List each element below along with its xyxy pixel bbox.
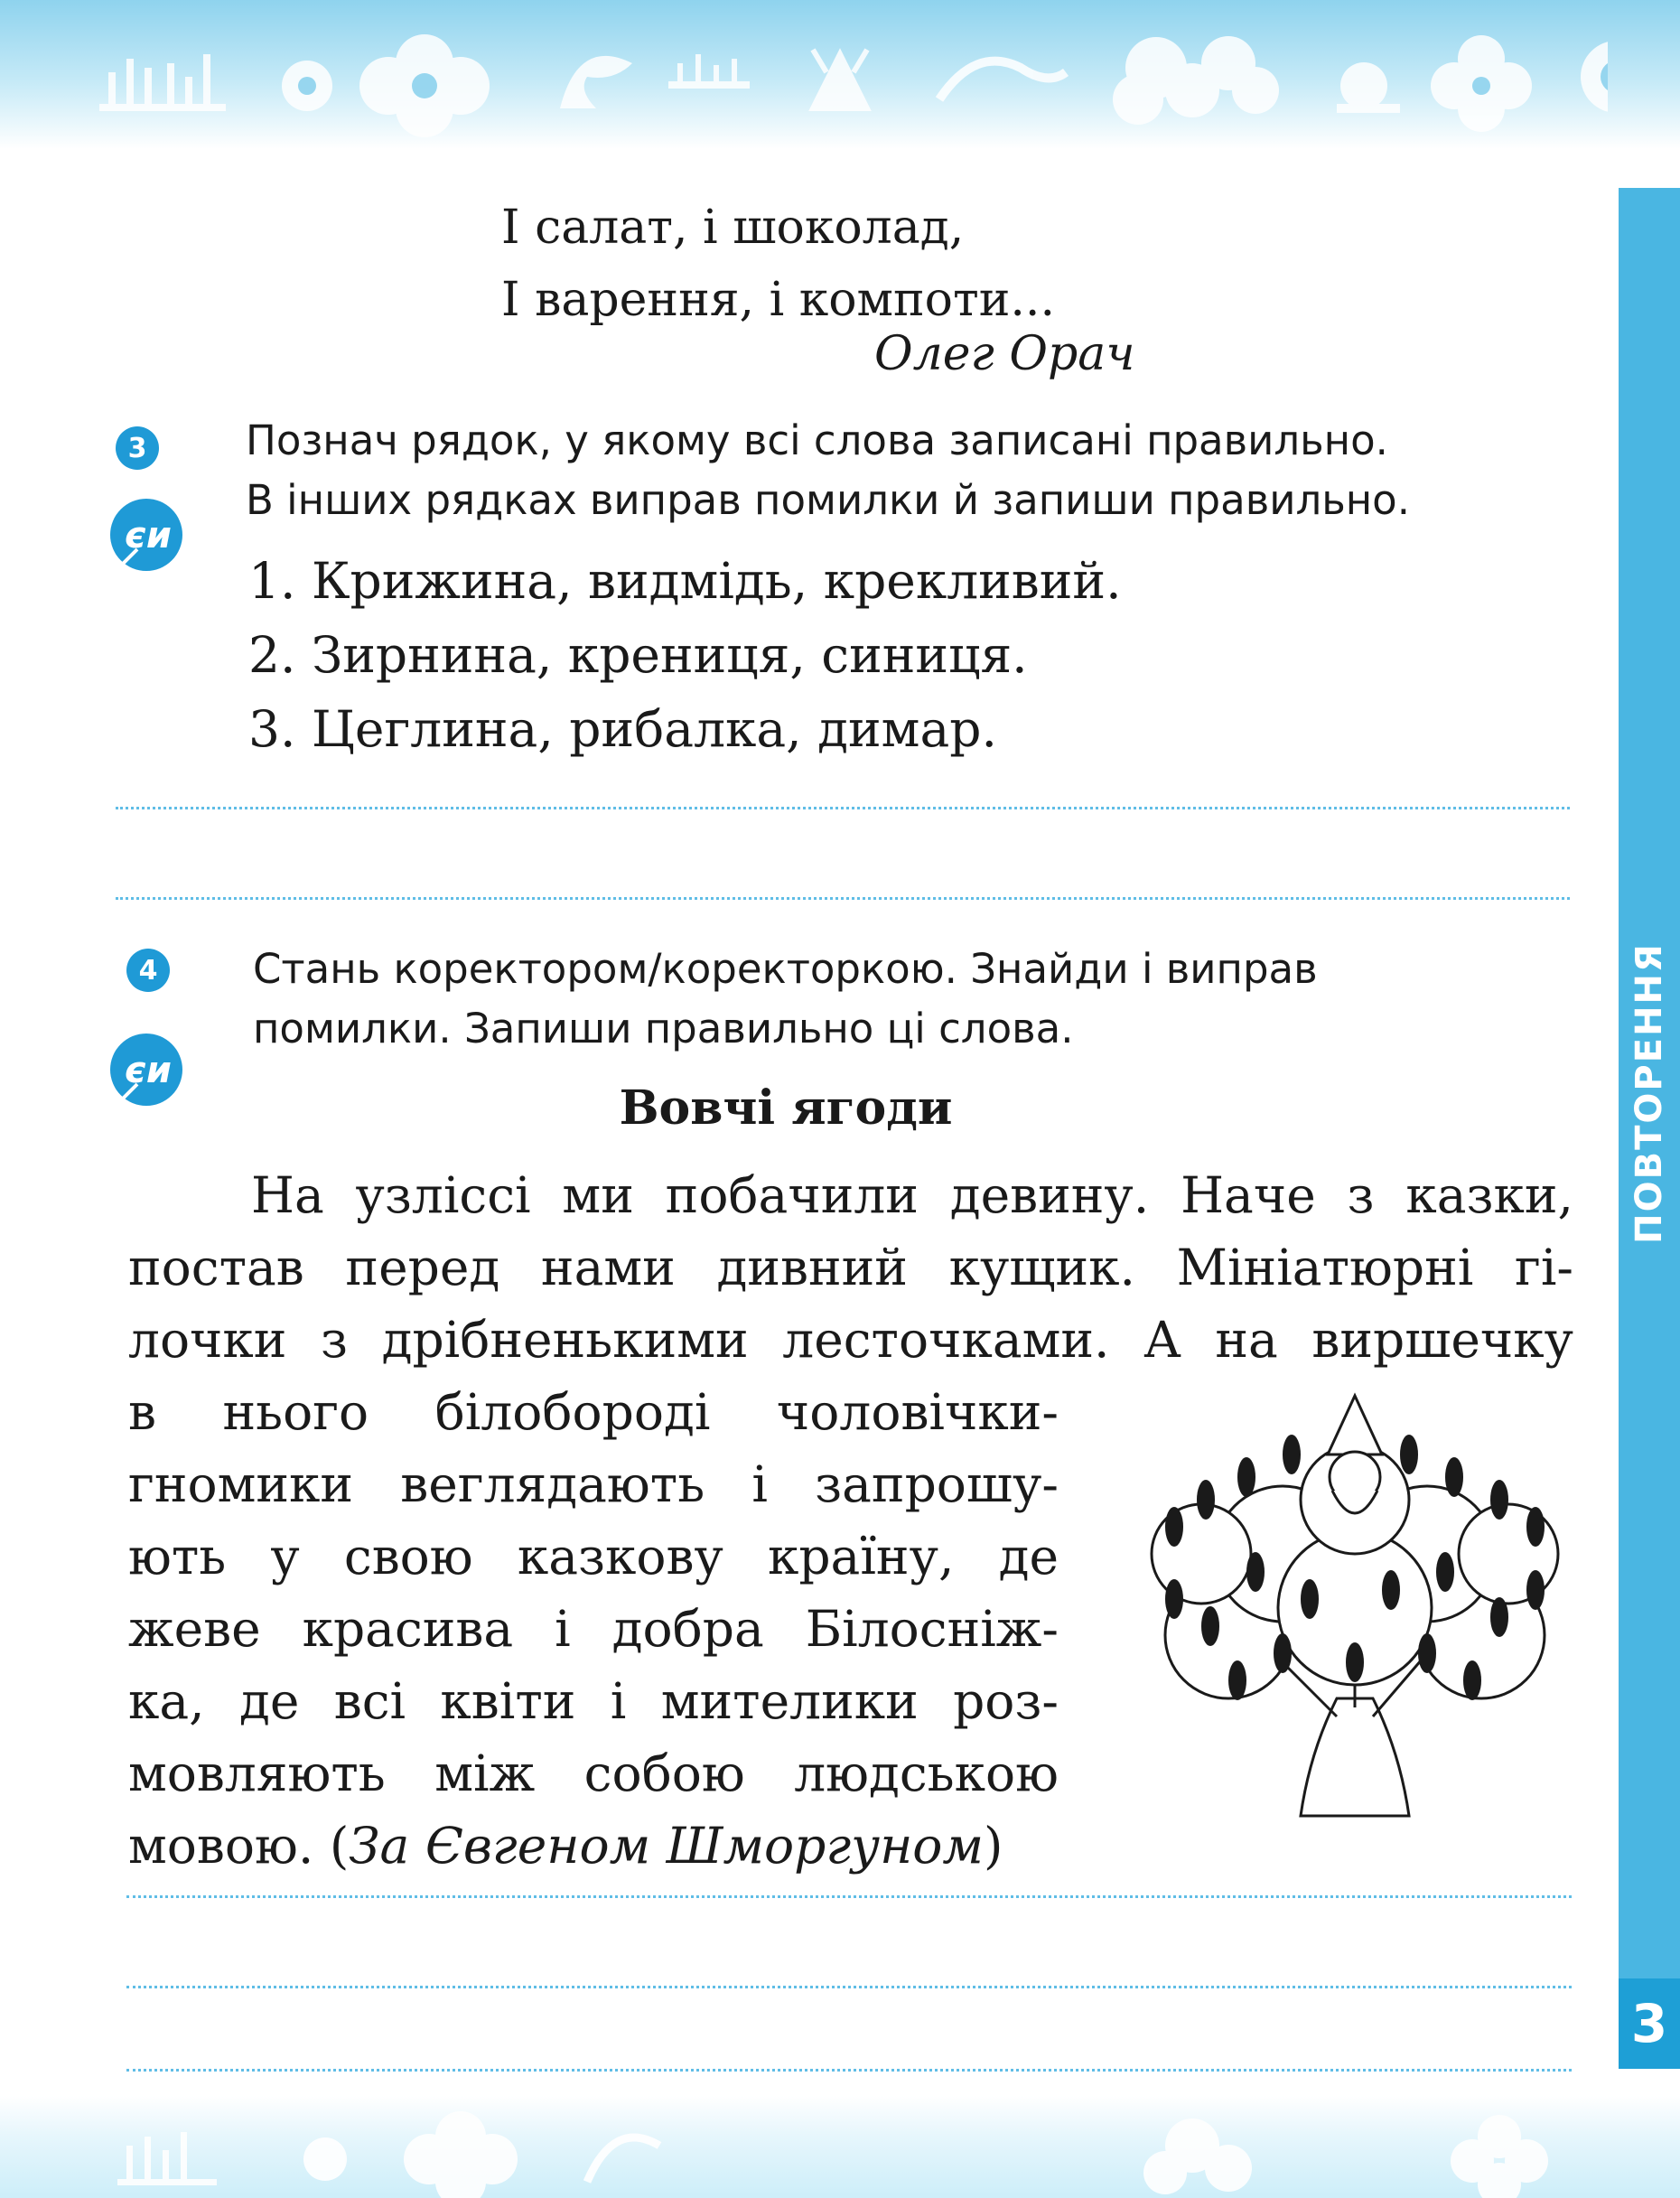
flower-icon — [359, 34, 490, 137]
story-line: мовою. (За Євгеном Шморгуном) — [128, 1817, 1003, 1875]
word-rows-list — [248, 544, 1122, 766]
flower-icon — [404, 2111, 518, 2198]
story-line: лочки з дрібненькими лесточками. А на виршечку — [128, 1311, 1573, 1369]
grass-icon — [117, 2132, 217, 2185]
task-instruction: Стань коректором/коректоркою. Знайди і виправ помилки. Запиши правильно ці слова. — [253, 945, 1318, 1052]
story-line: жеве красива і добра Білосніж- — [128, 1600, 1059, 1658]
task-instruction: Познач рядок, у якому всі слова записані правильно. В інших рядках виправ помилки й запиши правильно. — [246, 416, 1411, 524]
grass-icon — [99, 54, 226, 111]
story-line: гномики веглядають і запрошу- — [128, 1455, 1059, 1513]
story-line: мовляють між собою людською — [128, 1744, 1059, 1802]
page-number: 3 — [1619, 1978, 1680, 2069]
flower-icon — [1451, 2115, 1548, 2198]
letters-task-icon — [107, 495, 197, 575]
leaf-icon — [1113, 36, 1279, 125]
story-line: ка, де всі квіти і мителики роз- — [128, 1672, 1059, 1730]
task-number-badge: 3 — [116, 426, 159, 470]
story-line: постав перед нами дивний кущик. Мініатюрні гі- — [128, 1239, 1573, 1296]
poem-line: І салат, і шоколад, — [501, 201, 965, 255]
header-ornaments — [0, 0, 1608, 149]
poem-author: Олег Орач — [874, 327, 1135, 381]
story-text — [128, 1159, 1573, 1376]
section-label: ПОВТОРЕННЯ — [1629, 942, 1670, 1244]
snail-icon — [1337, 62, 1400, 113]
story-line: На узліссі ми побачили девину. Наче з казки, — [251, 1166, 1573, 1224]
bush-with-gnome-illustration — [1120, 1391, 1590, 1825]
story-source: За Євгеном Шморгуном — [349, 1817, 985, 1875]
list-item: 3. Цеглина, рибалка, димар. — [248, 700, 997, 758]
flower-icon — [1431, 35, 1532, 132]
leaf-icon — [560, 56, 632, 108]
poem-fragment — [501, 192, 1055, 336]
answer-line[interactable] — [126, 1986, 1572, 1988]
svg-text:єи: єи — [125, 1050, 172, 1091]
story-title: Вовчі ягоди — [619, 1080, 953, 1136]
list-item: 2. Зирнина, крениця, синиця. — [248, 626, 1028, 684]
sun-icon — [1581, 41, 1608, 113]
poem-line: І варення, і компоти... — [501, 273, 1055, 327]
svg-text:єи: єи — [125, 515, 172, 557]
task-number-badge: 4 — [126, 949, 170, 992]
footer-ornaments — [0, 2096, 1608, 2198]
answer-line[interactable] — [116, 807, 1570, 809]
answer-line[interactable] — [126, 2069, 1572, 2072]
answer-line[interactable] — [116, 897, 1570, 900]
story-line: ють у свою казкову країну, де — [128, 1528, 1059, 1585]
answer-line[interactable] — [126, 1895, 1572, 1898]
list-item: 1. Крижина, видмідь, крекливий. — [248, 552, 1122, 610]
story-text-column — [128, 1376, 1059, 1882]
story-line: в нього білобороді чоловічки- — [128, 1383, 1059, 1441]
